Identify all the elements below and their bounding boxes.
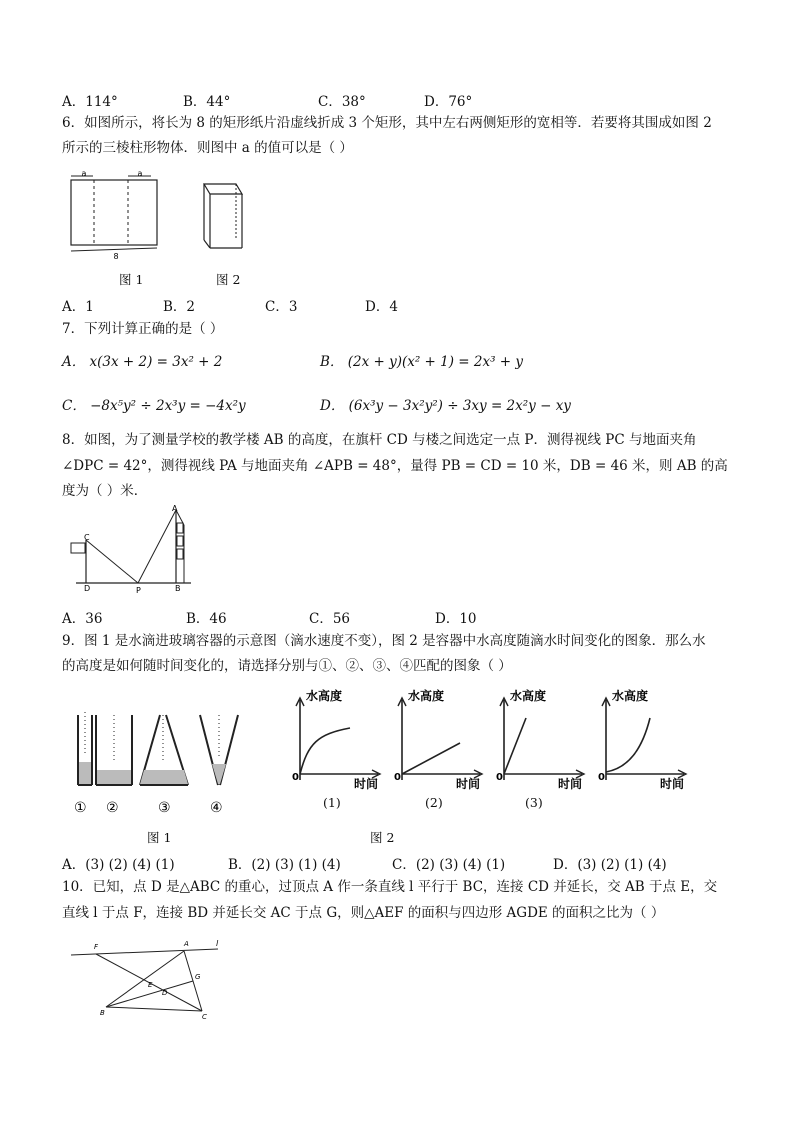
q10-label-e: E [148,981,153,989]
q10-label-b: B [100,1009,105,1017]
q9-figure-1-containers [62,700,252,820]
q7-option-c: C． −8x⁵y² ÷ 2x³y = −4x²y [62,398,246,414]
q9-graph-2 [390,688,490,798]
q6-figure-2-prism [198,180,248,252]
q9-container-label-4: ④ [210,800,223,816]
q9-container-label-1: ① [74,800,87,816]
q7-option-d: D． (6x³y − 3x²y²) ÷ 3xy = 2x²y − xy [320,398,571,414]
q5-option-a: A．114° [62,94,118,110]
q9-graph-1-origin: 0 [292,772,299,783]
q6-option-b: B．2 [163,299,196,315]
q10-label-d: D [162,989,168,997]
q8-option-c: C．56 [309,611,351,627]
q9-graph-3-ylabel: 水高度 [510,689,547,703]
q6-label-a-left: a [81,169,87,178]
q9-option-a: A．(3) (2) (4) (1) [62,857,175,873]
q9-option-b: B．(2) (3) (1) (4) [228,857,341,873]
q10-label-f: F [94,943,99,951]
q9-graph-3 [492,688,592,798]
q10-label-l: l [216,939,219,948]
q9-graph-label-2: (2) [425,795,443,810]
q9-stem-line1: 9．图 1 是水滴进玻璃容器的示意图（滴水速度不变），图 2 是容器中水高度随滴水时间变化的图象．那么水 [62,633,706,649]
q8-label-p: P [136,586,141,595]
q8-stem-line1: 8．如图，为了测量学校的教学楼 AB 的高度，在旗杆 CD 与楼之间选定一点 P．测得视线 PC 与地面夹角 [62,432,697,448]
q9-container-label-3: ③ [158,800,171,816]
q5-option-c: C．38° [318,94,366,110]
q8-figure [66,505,196,593]
q10-stem-line1: 10．已知，点 D 是△ABC 的重心，过顶点 A 作一条直线 l 平行于 BC，连接 CD 并延长，交 AB 于点 E，交 [62,879,718,895]
q8-label-d: D [84,584,91,593]
q6-figure-1 [66,170,166,260]
q8-label-b: B [175,584,181,593]
q8-option-b: B．46 [186,611,227,627]
q9-graph-2-ylabel: 水高度 [408,689,445,703]
q9-option-c: C．(2) (3) (4) (1) [392,857,506,873]
q8-label-a: A [172,504,178,513]
q10-label-c: C [202,1013,207,1021]
q6-option-d: D．4 [365,299,398,315]
q6-stem-line1: 6．如图所示，将长为 8 的矩形纸片沿虚线折成 3 个矩形，其中左右两侧矩形的宽相等．若要将其围成如图 2 [62,115,712,131]
q9-option-d: D．(3) (2) (1) (4) [553,857,667,873]
q6-option-a: A．1 [62,299,94,315]
q8-stem-line2: ∠DPC = 42°，测得视线 PA 与地面夹角 ∠APB = 48°，量得 PB = CD = 10 米，DB = 46 米，则 AB 的高 [62,458,728,474]
q7-option-a: A． x(3x + 2) = 3x² + 2 [62,354,223,370]
q7-option-b: B． (2x + y)(x² + 1) = 2x³ + y [320,354,524,370]
q9-graph-4-xlabel: 时间 [660,777,685,791]
q6-label-a-right: a [137,169,143,178]
q9-fig1-caption: 图 1 [147,830,172,845]
q9-graph-1-xlabel: 时间 [354,777,379,791]
q10-stem-line2: 直线 l 于点 F，连接 BD 并延长交 AC 于点 G，则△AEF 的面积与四边形 AGDE 的面积之比为（ ） [62,905,665,921]
q9-graph-3-origin: 0 [496,772,503,783]
q9-graph-2-xlabel: 时间 [456,777,481,791]
q9-graph-label-1: (1) [323,795,341,810]
q9-graph-1 [288,688,388,798]
q7-stem: 7．下列计算正确的是（ ） [62,321,224,337]
q5-option-b: B．44° [183,94,231,110]
q6-stem-line2: 所示的三棱柱形物体．则图中 a 的值可以是（ ） [62,140,353,156]
q9-graph-1-ylabel: 水高度 [306,689,343,703]
q9-graph-label-3: (3) [525,795,543,810]
q6-label-8: 8 [113,252,119,261]
q9-graph-3-xlabel: 时间 [558,777,583,791]
q10-label-a: A [184,940,189,948]
q8-option-a: A．36 [62,611,103,627]
q9-fig2-caption: 图 2 [370,830,395,845]
q10-label-g: G [195,973,201,981]
q8-label-c: C [84,533,90,542]
q8-stem-line3: 度为（ ）米． [62,483,148,499]
q6-fig1-caption: 图 1 [119,272,144,287]
q9-stem-line2: 的高度是如何随时间变化的，请选择分别与①、②、③、④匹配的图象（ ） [62,658,512,674]
q9-graph-4 [594,688,694,798]
q8-option-d: D．10 [435,611,477,627]
q6-fig2-caption: 图 2 [216,272,241,287]
q9-container-label-2: ② [106,800,119,816]
q9-graph-2-origin: 0 [394,772,401,783]
q5-option-d: D．76° [424,94,473,110]
q6-option-c: C．3 [265,299,298,315]
q9-graph-4-ylabel: 水高度 [612,689,649,703]
q10-figure [66,935,226,1025]
q9-graph-4-origin: 0 [598,772,605,783]
